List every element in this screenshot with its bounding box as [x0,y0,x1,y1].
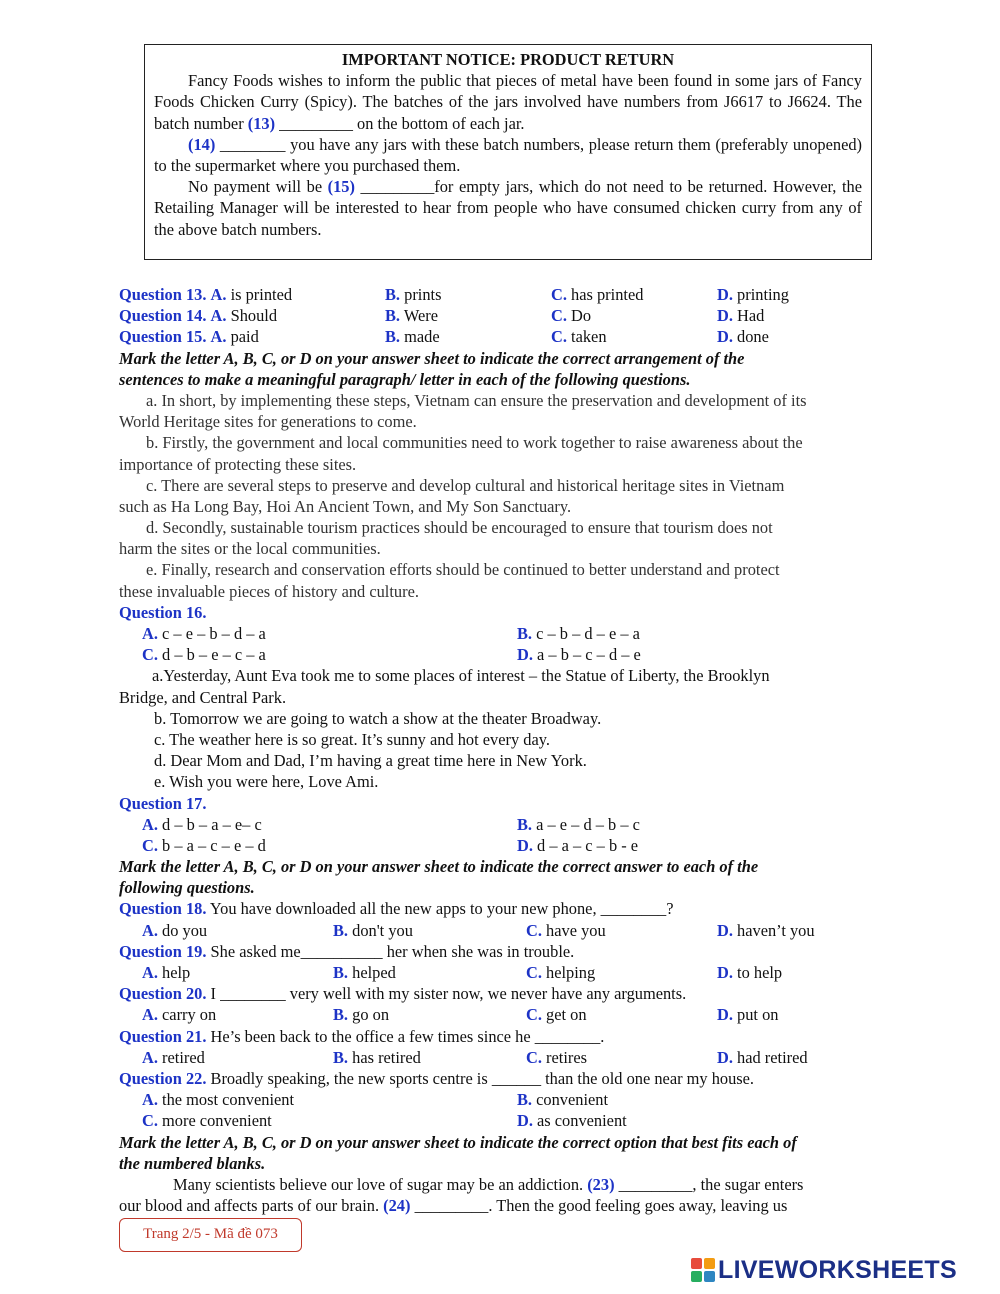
instruction-numbered-blanks-line-1: Mark the letter A, B, C, or D on your answer sheet to indicate the correct option that best fits each of [119,1132,797,1152]
option-14-d-letter[interactable]: D. [717,306,733,326]
passage-line-1: Many scientists believe our love of sugar may be an addiction. (23) _________, the sugar enters [173,1174,804,1194]
option-15-d[interactable]: done [732,327,769,347]
option-19-b[interactable]: helped [348,963,396,982]
option-21-a-letter[interactable]: A. [142,1047,158,1067]
option-22-c-letter[interactable]: C. [142,1111,158,1131]
option-15-a[interactable]: paid [226,327,259,347]
option-22-b-letter[interactable]: B. [517,1090,533,1110]
product-return-notice [144,44,872,260]
option-19-b-letter[interactable]: B. [333,963,349,982]
option-13-c-letter[interactable]: C. [551,285,567,304]
option-20-c-letter[interactable]: C. [526,1005,542,1025]
sentence-16-b: b. Firstly, the government and local communities need to work together to raise awareness about the [146,433,803,453]
option-17-d[interactable]: d – a – c – b - e [532,835,639,855]
option-17-c[interactable]: b – a – c – e – d [157,835,266,855]
option-15-b-letter[interactable]: B. [385,327,401,347]
option-17-d-letter[interactable]: D. [517,835,533,855]
option-21-c[interactable]: retires [541,1047,587,1067]
option-17-a[interactable]: d – b – a – e– c [157,814,262,834]
option-14-b-letter[interactable]: B. [385,306,401,326]
option-16-c[interactable]: d – b – e – c – a [157,645,266,665]
question-22-options-row-1 [119,1089,892,1110]
option-18-c-letter[interactable]: C. [526,920,542,940]
question-20-options [119,1004,892,1025]
option-18-d-letter[interactable]: D. [717,920,733,940]
option-20-b[interactable]: go on [348,1005,390,1025]
page-footer: Trang 2/5 - Mã đề 073 [119,1218,302,1252]
passage-line-2: our blood and affects parts of our brain. (24) _________. Then the good feeling goes away, leaving us [119,1196,788,1216]
option-22-a[interactable]: the most convenient [157,1090,295,1110]
notice-title: IMPORTANT NOTICE: PRODUCT RETURN [341,50,675,69]
option-15-a-letter[interactable]: A. [210,327,227,347]
instruction-correct-answer-line-2: following questions. [119,878,255,898]
option-15-d-letter[interactable]: D. [717,327,733,347]
question-22-stem: Question 22. Broadly speaking, the new sports centre is ______ than the old one near my house. [119,1068,755,1088]
sentence-17-e: e. Wish you were here, Love Ami. [154,772,379,792]
question-16-options-row-1 [119,623,892,644]
blank-15-marker: (15) [327,177,355,197]
liveworksheets-logo-icon [690,1257,716,1283]
option-14-a-letter[interactable]: A. [210,306,227,326]
option-21-b[interactable]: has retired [348,1047,421,1067]
option-13-d[interactable]: printing [732,285,789,304]
option-20-d-letter[interactable]: D. [717,1005,733,1025]
option-22-d-letter[interactable]: D. [517,1111,533,1131]
option-19-c-letter[interactable]: C. [526,963,542,982]
option-19-d[interactable]: to help [732,963,783,982]
question-16-label: Question 16. [119,602,207,622]
sentence-16-c: c. There are several steps to preserve and develop cultural and historical heritage sites in Vietnam [146,475,785,495]
option-20-d[interactable]: put on [732,1005,779,1025]
option-18-b[interactable]: don't you [348,920,413,940]
instruction-numbered-blanks-line-2: the numbered blanks. [119,1153,266,1173]
liveworksheets-logo-text: LIVEWORKSHEETS [718,1255,957,1284]
option-20-a-letter[interactable]: A. [142,1005,158,1025]
question-13: Question 13. A. is printed B. prints C. has printed D. printing [119,285,789,304]
option-13-b[interactable]: prints [400,285,442,304]
questions-section: Question 13. A. is printed B. prints C. has printed D. printing Question 14. A. Should B. Were C. Do D. Had Question 15. A. paid B. made C. taken D. done Mark the letter A, B, C, or D on your answer sheet to indicate the correct arrangement of the sentences to make a meaningful paragraph/ letter in each of the following questions. a. In short, by implementing these steps, Vietnam can ensure the preservation and development of its World Heritage sites for generations to come. b. Firstly, the government and local communities need to work together to raise awareness about the importance of protecting these sites. c. There are several steps to preserve and develop cultural and historical heritage sites in Vietnam such as Ha Long Bay, Hoi An Ancient Town, and My Son Sanctuary. d. Secondly, sustainable tourism practices should be encouraged to ensure that tourism does not harm the sites or the local communities. e. Finally, research and conservation efforts should be continued to better understand and protect these invaluable pieces of history and culture. Question 16. A. c – e – b – d – a B. c – b – d – e – a C. d – b – e – c – a D. a – b – c – d – e a.Yesterday, Aunt Eva took me to some places of interest – the Statue of Liberty, the Brooklyn Bridge, and Central Park. b. Tomorrow we are going to watch a show at the theater Broadway. c. The weather here is so great. It’s sunny and hot every day. d. Dear Mom and Dad, I’m having a great time here in New York. e. Wish you were here, Love Ami. Question 17. A. d – b – a – e– c B. a – e – d – b – c C. b – a – c – e – d D. d – a – c – b - e Mark the letter A, B, C, or D on your answer sheet to indicate the correct answer to each of the following questions. Question 18. You have downloaded all the new apps to your new phone, ________? A. do you B. don't you C. have you D. haven’t you Question 19. She asked me__________ her when she was in trouble. A. help B. helped C. helping D. to help Question 20. I ________ very well with my sister now, we never have any arguments. A. carry on B. go on C. get on D. put on Question 21. He’s been back to the office a few times since he ________. A. retired B. has retired C. retires D. had retired Question 22. Broadly speaking, the new sports centre is ______ than the old one near my house. A. the most convenient B. convenient C. more convenient D. as convenient Mark the letter A, B, C, or D on your answer sheet to indicate the correct option that best fits each of the numbered blanks. Many scientists believe our love of sugar may be an addiction. (23) _________, the sugar enters our blood and affects parts of our brain. (24) _________. Then the good feeling goes away, leaving us [119,284,892,1216]
option-13-a-letter[interactable]: A. [210,285,227,304]
option-17-b-letter[interactable]: B. [517,814,533,834]
instruction-arrangement-line-1: Mark the letter A, B, C, or D on your answer sheet to indicate the correct arrangement of the [119,348,745,368]
option-19-a-letter[interactable]: A. [142,963,158,982]
option-13-d-letter[interactable]: D. [717,285,733,304]
question-19-stem: Question 19. She asked me__________ her when she was in trouble. [119,941,575,961]
question-16-options-row-2 [119,644,892,665]
option-13-c[interactable]: has printed [566,285,644,304]
instruction-correct-answer-line-1: Mark the letter A, B, C, or D on your answer sheet to indicate the correct answer to each of the [119,857,759,877]
sentence-16-a: a. In short, by implementing these steps, Vietnam can ensure the preservation and development of its [146,390,807,410]
liveworksheets-logo [690,1255,957,1285]
blank-13-marker: (13) [247,113,276,133]
option-19-d-letter[interactable]: D. [717,963,733,982]
option-20-a[interactable]: carry on [157,1005,217,1025]
option-22-c[interactable]: more convenient [157,1111,272,1131]
option-18-c[interactable]: have you [541,920,606,940]
question-14: Question 14. A. Should B. Were C. Do D. Had [119,306,765,326]
option-21-d-letter[interactable]: D. [717,1047,733,1067]
option-16-d-letter[interactable]: D. [517,645,533,665]
option-22-a-letter[interactable]: A. [142,1090,158,1110]
sentence-16-e: e. Finally, research and conservation efforts should be continued to better understand and protect [146,560,780,580]
option-16-a[interactable]: c – e – b – d – a [157,624,266,643]
sentence-17-d: d. Dear Mom and Dad, I’m having a great time here in New York. [154,751,587,771]
notice-paragraph-3: No payment will be (15) _________for empty jars, which do not need to be returned. However, the Retailing Manager will be interested to hear from people who have consumed chicken curry from any of the above batch numbers. [154,177,862,239]
blank-23-marker: (23) [587,1174,615,1194]
question-21-stem: Question 21. He’s been back to the office a few times since he ________. [119,1026,605,1046]
option-15-b[interactable]: made [400,327,440,347]
sentence-17-b: b. Tomorrow we are going to watch a show at the theater Broadway. [154,708,602,728]
question-17-label: Question 17. [119,793,207,813]
option-15-c-letter[interactable]: C. [551,327,567,347]
instruction-arrangement-line-2: sentences to make a meaningful paragraph/ letter in each of the following questions. [119,369,691,389]
option-21-a[interactable]: retired [157,1047,205,1067]
option-22-b[interactable]: convenient [532,1090,609,1110]
option-19-c[interactable]: helping [541,963,596,982]
option-14-d[interactable]: Had [732,306,765,326]
question-20-stem: Question 20. I ________ very well with my sister now, we never have any arguments. [119,984,687,1004]
option-17-b[interactable]: a – e – d – b – c [532,814,640,834]
option-18-d[interactable]: haven’t you [732,920,815,940]
option-17-c-letter[interactable]: C. [142,835,158,855]
option-19-a[interactable]: help [157,963,191,982]
notice-paragraph-2: (14) ________ you have any jars with these batch numbers, please return them (preferably unopened) to the supermarket where you purchased them. [154,134,862,176]
question-18-options [119,920,892,941]
option-20-c[interactable]: get on [541,1005,587,1025]
question-21-options [119,1047,892,1068]
option-22-d[interactable]: as convenient [532,1111,627,1131]
option-16-b[interactable]: c – b – d – e – a [532,624,640,643]
option-21-d[interactable]: had retired [732,1047,808,1067]
sentence-17-a: a.Yesterday, Aunt Eva took me to some places of interest – the Statue of Liberty, the Brooklyn [152,666,770,686]
notice-paragraph-1: Fancy Foods wishes to inform the public that pieces of metal have been found in some jars of Fancy Foods Chicken Curry (Spicy). The batches of the jars involved have numbers from J6617 to J6624. The batch number (13) _________ on the bottom of each jar. [154,71,862,133]
option-13-a[interactable]: is printed [226,285,293,304]
option-17-a-letter[interactable]: A. [142,814,158,834]
question-17-options-row-1 [119,814,892,835]
question-18-stem: Question 18. You have downloaded all the new apps to your new phone, ________? [119,899,674,919]
question-17-options-row-2 [119,835,892,856]
option-18-b-letter[interactable]: B. [333,920,349,940]
option-18-a[interactable]: do you [157,920,208,940]
question-15: Question 15. A. paid B. made C. taken D. done [119,327,769,347]
option-16-b-letter[interactable]: B. [517,624,533,643]
option-14-c[interactable]: Do [566,306,592,326]
option-20-b-letter[interactable]: B. [333,1005,349,1025]
option-14-b[interactable]: Were [400,306,438,326]
sentence-16-d: d. Secondly, sustainable tourism practices should be encouraged to ensure that tourism does not [146,518,773,538]
option-14-a[interactable]: Should [226,306,278,326]
sentence-17-c: c. The weather here is so great. It’s sunny and hot every day. [154,729,550,749]
option-21-c-letter[interactable]: C. [526,1047,542,1067]
option-18-a-letter[interactable]: A. [142,920,158,940]
question-19-options [119,962,892,983]
option-14-c-letter[interactable]: C. [551,306,567,326]
option-16-d[interactable]: a – b – c – d – e [532,645,641,665]
option-21-b-letter[interactable]: B. [333,1047,349,1067]
question-22-options-row-2 [119,1110,892,1131]
option-16-c-letter[interactable]: C. [142,645,158,665]
option-16-a-letter[interactable]: A. [142,624,158,643]
option-15-c[interactable]: taken [566,327,607,347]
blank-24-marker: (24) [383,1196,411,1216]
option-13-b-letter[interactable]: B. [385,285,401,304]
blank-14-marker: (14) [188,134,216,154]
